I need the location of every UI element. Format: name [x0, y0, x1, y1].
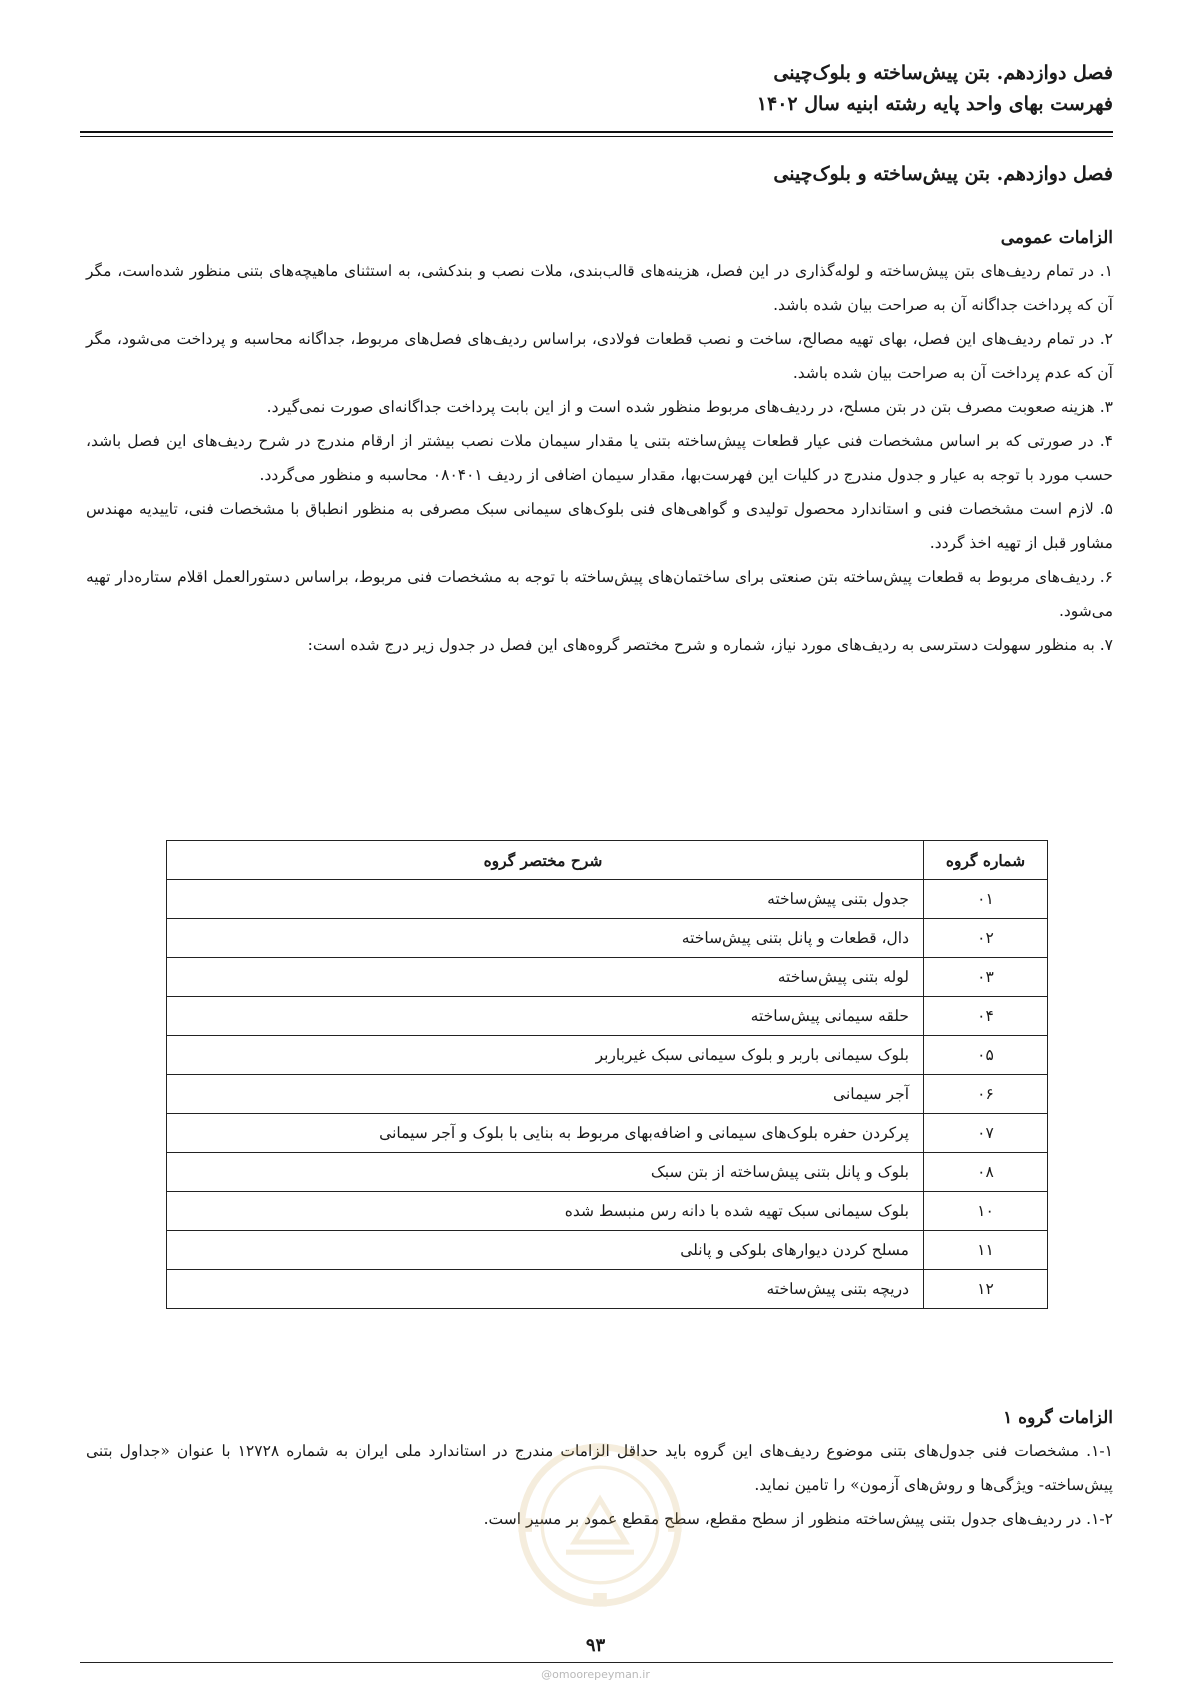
table-row	[167, 880, 1048, 919]
group-number: ۰۶	[924, 1075, 1048, 1114]
general-item-5: ۵. لازم است مشخصات فنی و استاندارد محصول تولیدی و گواهی‌های فنی بلوک‌های سیمانی سبک مصرفی به منظور انطباق با مشخصات فنی، تاییدیه مهندس مشاور قبل از تهیه اخذ گردد.	[86, 500, 1113, 552]
group-description: مسلح کردن دیوارهای بلوکی و پانلی	[167, 1231, 924, 1270]
group-description: پرکردن حفره بلوک‌های سیمانی و اضافه‌بهای مربوط به بنایی با بلوک و آجر سیمانی	[167, 1114, 924, 1153]
footer-rule	[80, 1662, 1113, 1663]
group-number: ۱۱	[924, 1231, 1048, 1270]
group1-item-2: ۱-۲. در ردیف‌های جدول بتنی پیش‌ساخته منظور از سطح مقطع، سطح مقطع عمود بر مسیر است.	[483, 1510, 1113, 1528]
general-item-1: ۱. در تمام ردیف‌های بتن پیش‌ساخته و لوله‌گذاری در این فصل، هزینه‌های قالب‌بندی، ملات نصب و بندکشی، به استثنای ماهیچه‌های بتنی منظور شده‌است، مگر آن که پرداخت جداگانه آن به صراحت بیان شده باشد.	[86, 262, 1113, 314]
table-header-row	[167, 841, 1048, 880]
page-number: ۹۳	[585, 1635, 606, 1656]
header-rule-thick	[80, 131, 1113, 133]
general-requirements-title: الزامات عمومی	[1000, 228, 1113, 248]
table-row	[167, 1192, 1048, 1231]
header-rule-thin	[80, 136, 1113, 137]
general-item-4: ۴. در صورتی که بر اساس مشخصات فنی عیار قطعات پیش‌ساخته بتنی یا مقدار سیمان ملات نصب بیشتر از ارقام مندرج در شرح ردیف‌های این فصل باشد، حسب مورد با توجه به عیار و جدول مندرج در کلیات این فهرست‌بها، مقدار سیمان اضافی از ردیف ۰۸۰۴۰۱ محاسبه و منظور می‌گردد.	[86, 432, 1113, 484]
general-item-2: ۲. در تمام ردیف‌های این فصل، بهای تهیه مصالح، ساخت و نصب قطعات فولادی، براساس ردیف‌های فصل‌های مربوط، جداگانه محاسبه و پرداخت می‌شود، مگر آن که عدم پرداخت آن به صراحت بیان شده باشد.	[86, 330, 1113, 382]
header-price-list: فهرست بهای واحد پایه رشته ابنیه سال ۱۴۰۲	[756, 93, 1113, 115]
group-description: حلقه سیمانی پیش‌ساخته	[167, 997, 924, 1036]
group-description: دال، قطعات و پانل بتنی پیش‌ساخته	[167, 919, 924, 958]
group-number: ۱۰	[924, 1192, 1048, 1231]
group-description: لوله بتنی پیش‌ساخته	[167, 958, 924, 997]
table-row	[167, 1270, 1048, 1309]
group-description: جدول بتنی پیش‌ساخته	[167, 880, 924, 919]
group-number: ۰۲	[924, 919, 1048, 958]
general-item-3: ۳. هزینه صعوبت مصرف بتن در بتن مسلح، در ردیف‌های مربوط منظور شده است و از این بابت پرداخت جداگانه‌ای صورت نمی‌گیرد.	[266, 398, 1113, 416]
group-number: ۰۳	[924, 958, 1048, 997]
header-chapter: فصل دوازدهم. بتن پیش‌ساخته و بلوک‌چینی	[773, 62, 1113, 84]
group-description: بلوک سیمانی سبک تهیه شده با دانه رس منبسط شده	[167, 1192, 924, 1231]
table-row	[167, 1114, 1048, 1153]
table-row	[167, 997, 1048, 1036]
general-requirements	[86, 228, 1113, 662]
site-watermark: @omoorepeyman.ir	[541, 1668, 650, 1681]
table-row	[167, 1153, 1048, 1192]
group-number: ۰۵	[924, 1036, 1048, 1075]
table-row	[167, 1231, 1048, 1270]
chapter-title: فصل دوازدهم. بتن پیش‌ساخته و بلوک‌چینی	[773, 163, 1113, 185]
group-description: دریچه بتنی پیش‌ساخته	[167, 1270, 924, 1309]
group1-item-1: ۱-۱. مشخصات فنی جدول‌های بتنی موضوع ردیف‌های این گروه باید حداقل الزامات مندرج در استاندارد ملی ایران به شماره ۱۲۷۲۸ با عنوان «جداول بتنی پیش‌ساخته- ویژگی‌ها و روش‌های آزمون» را تامین نماید.	[86, 1442, 1113, 1494]
group-number: ۰۸	[924, 1153, 1048, 1192]
table-row	[167, 958, 1048, 997]
general-item-7: ۷. به منظور سهولت دسترسی به ردیف‌های مورد نیاز، شماره و شرح مختصر گروه‌های این فصل در جدول زیر درج شده است:	[307, 636, 1113, 654]
groups-table-wrapper	[166, 840, 1048, 1309]
header-group-number: شماره گروه	[924, 841, 1048, 880]
group1-requirements-title: الزامات گروه ۱	[1003, 1408, 1113, 1428]
group-description: بلوک سیمانی باربر و بلوک سیمانی سبک غیرباربر	[167, 1036, 924, 1075]
header-group-description: شرح مختصر گروه	[167, 841, 924, 880]
group-number: ۱۲	[924, 1270, 1048, 1309]
groups-table	[166, 840, 1048, 1309]
group-number: ۰۱	[924, 880, 1048, 919]
running-header	[133, 58, 1113, 120]
table-row	[167, 1036, 1048, 1075]
group-description: آجر سیمانی	[167, 1075, 924, 1114]
group-number: ۰۷	[924, 1114, 1048, 1153]
group-description: بلوک و پانل بتنی پیش‌ساخته از بتن سبک	[167, 1153, 924, 1192]
table-row	[167, 919, 1048, 958]
seal-watermark-icon	[515, 1440, 685, 1610]
table-row	[167, 1075, 1048, 1114]
general-item-6: ۶. ردیف‌های مربوط به قطعات پیش‌ساخته بتن صنعتی برای ساختمان‌های پیش‌ساخته با توجه به مشخصات فنی مربوط، براساس دستورالعمل اقلام ستاره‌دار تهیه می‌شود.	[86, 568, 1113, 620]
group-number: ۰۴	[924, 997, 1048, 1036]
